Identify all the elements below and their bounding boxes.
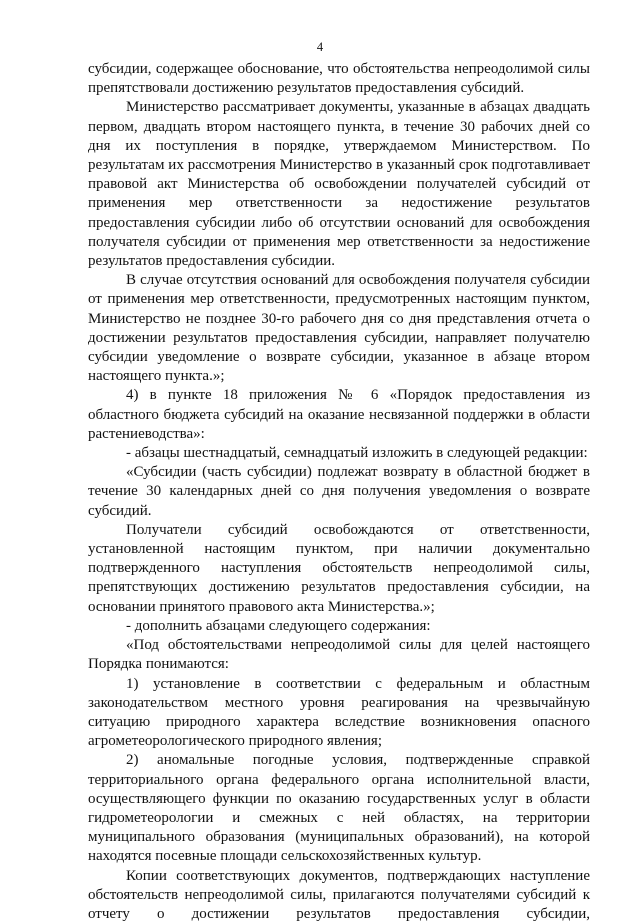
paragraph-item-4: 4) в пункте 18 приложения № 6 «Порядок предоставления из областного бюджета субсидий на оказание несвязанной поддержки в области растениеводства»: — [88, 387, 590, 442]
paragraph-amend-sixteenth: - абзацы шестнадцатый, семнадцатый изложить в следующей редакции: — [126, 445, 588, 462]
paragraph-recipients-exempt: Получатели субсидий освобождаются от ответственности, установленной настоящим пунктом, при наличии документально подтвержденного наступления обстоятельств непреодолимой силы, препятствующих достижению результатов предоставления субсидии, на основании принятого правового акта Министерства.»; — [88, 521, 590, 615]
page-number: 4 — [316, 40, 324, 54]
paragraph-supplement: - дополнить абзацами следующего содержания: — [126, 617, 431, 634]
paragraph-subsidy-return: «Субсидии (часть субсидии) подлежат возврату в областной бюджет в течение 30 календарных дней со дня получения уведомления о возврате субсидий. — [88, 464, 590, 519]
paragraph-continuation: субсидии, содержащее обоснование, что обстоятельства непреодолимой силы препятствовали достижению результатов предоставления субсидий. — [88, 61, 590, 97]
paragraph-force-majeure-definition: «Под обстоятельствами непреодолимой силы для целей настоящего Порядка понимаются: — [88, 637, 590, 673]
list-item-1: 1) установление в соответствии с федеральным и областным законодательством местного уровня реагирования на чрезвычайную ситуацию природного характера вследствие возникновения опасного агрометеорологического природного явления; — [88, 675, 590, 750]
paragraph-no-grounds: В случае отсутствия оснований для освобождения получателя субсидии от применения мер ответственности, предусмотренных настоящим пунктом, Министерство не позднее 30-го рабочего дня со дня представления отчета о достижении результатов предоставления субсидии, направляет получателю субсидии уведомление о возврате субсидии, указанное в абзаце втором настоящего пункта.»; — [88, 272, 590, 385]
paragraph-document-copies: Копии соответствующих документов, подтверждающих наступление обстоятельств непреодолимой силы, прилагаются получателями субсидий к отчету о достижении результатов предоставления субсидии, — [88, 867, 590, 922]
document-body — [88, 60, 590, 924]
paragraph-ministry-review: Министерство рассматривает документы, указанные в абзацах двадцать первом, двадцать втором настоящего пункта, в течение 30 рабочих дней со дня их поступления в порядке, утверждаемом Министерством. По результатам их рассмотрения Министерство в указанный срок подготавливает правовой акт Министерства об освобождении получателей субсидий от применения мер ответственности за недостижение результатов предоставления субсидии либо об отсутствии оснований для освобождения получателя субсидии от применения мер ответственности за недостижение результатов предоставления субсидии. — [88, 99, 590, 270]
list-item-2: 2) аномальные погодные условия, подтвержденные справкой территориального органа федерального органа исполнительной власти, осуществляющего функции по оказанию государственных услуг в области гидрометеорологии и смежных с ней областях, на территории муниципального образования (муниципальных образований), на которой находятся посевные площади сельскохозяйственных культур. — [88, 752, 590, 865]
